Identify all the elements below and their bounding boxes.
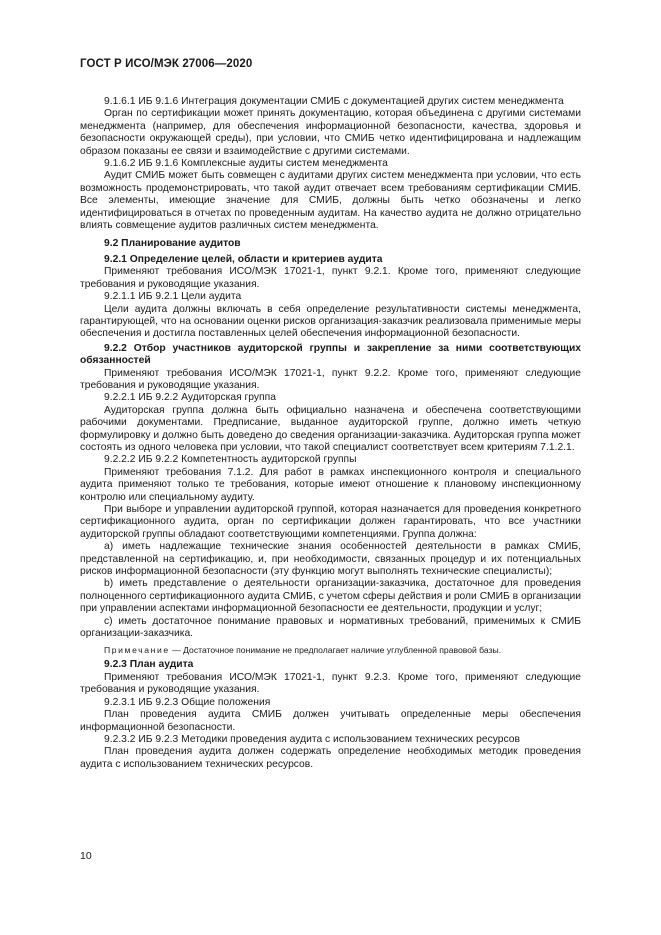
paragraph: При выборе и управлении аудиторской группой, которая назначается для проведения конкретного сертификационного аудита, орган по сертификации должен гарантировать, что все участники аудиторской группы обладают соответствующими компетенциями. Группа должна:	[80, 504, 581, 540]
document-header: ГОСТ Р ИСО/МЭК 27006—2020	[80, 58, 253, 70]
subsection-heading: 9.2.1 Определение целей, области и критериев аудита	[104, 253, 383, 265]
paragraph: Цели аудита должны включать в себя определение результативности системы менеджмента, гарантирующей, что на основании оценки рисков организация-заказчик реализовала применимые меры обеспечения и достигла поставленных целей обеспечения информационной безопасности.	[80, 303, 581, 340]
subsection-heading: 9.2.2 Отбор участников аудиторской группы и закрепление за ними соответствующих обязанностей	[80, 342, 581, 367]
clause-heading: 9.1.6.1 ИБ 9.1.6 Интеграция документации СМИБ с документацией других систем менеджмента	[104, 96, 564, 107]
paragraph: Аудиторская группа должна быть официально назначена и обеспечена соответствующими рабочими документами. Предписание, выданное аудиторской группе, должно иметь четкую формулировку и должно быть доведено до сведения организации-заказчика. Аудиторская группа может состоять из одного человека при условии, что такой специалист соответствует всем критериям 7.1.2.1.	[80, 404, 581, 453]
paragraph: План проведения аудита СМИБ должен учитывать определенные меры обеспечения информационной безопасности.	[80, 709, 581, 733]
paragraph: Применяют требования 7.1.2. Для работ в рамках инспекционного контроля и специального аудита применяют только те требования, которые имеют отношение к плановому инспекционному контролю или специальному аудиту.	[80, 466, 581, 503]
paragraph: Аудит СМИБ может быть совмещен с аудитами других систем менеджмента при условии, что есть возможность продемонстрировать, что такой аудит отвечает всем требованиям сертификации СМИБ. Все элементы, имеющие значение для СМИБ, должны быть четко обозначены и легко идентифицироваться в отчетах по проведенным аудитам. На качество аудита не должно отрицательно влиять совмещение аудитов различных систем менеджмента.	[80, 170, 581, 232]
list-item: b) иметь представление о деятельности организации-заказчика, достаточное для проведения полноценного сертификационного аудита СМИБ, с учетом сферы действия и роли СМИБ в организации при управлении аспектами информационной безопасности ее деятельности, продукции и услуг;	[80, 578, 581, 615]
paragraph: План проведения аудита должен содержать определение необходимых методик проведения аудита с использованием технических ресурсов.	[80, 746, 581, 770]
clause-heading: 9.1.6.2 ИБ 9.1.6 Комплексные аудиты систем менеджмента	[104, 158, 388, 170]
clause-heading: 9.2.2.2 ИБ 9.2.2 Компетентность аудиторской группы	[104, 454, 357, 466]
paragraph: Применяют требования ИСО/МЭК 17021-1, пункт 9.2.3. Кроме того, применяют следующие требования и руководящие указания.	[80, 671, 581, 696]
note-text: — Достаточное понимание не предполагает наличие углубленной правовой базы.	[169, 645, 502, 656]
paragraph: Применяют требования ИСО/МЭК 17021-1, пункт 9.2.1. Кроме того, применяют следующие требования и руководящие указания.	[80, 266, 581, 290]
note	[80, 645, 581, 656]
clause-heading: 9.2.3.1 ИБ 9.2.3 Общие положения	[104, 696, 271, 708]
paragraph: Применяют требования ИСО/МЭК 17021-1, пункт 9.2.2. Кроме того, применяют следующие требования и руководящие указания.	[80, 367, 581, 391]
paragraph: Орган по сертификации может принять документацию, которая объединена с другими системами менеджмента (например, для обеспечения информационной безопасности, качества, здоровья и безопасности окружающей среды), при условии, что СМИБ четко идентифицирована и надлежащим образом показаны ее связи и взаимодействие с другими системами.	[80, 108, 581, 157]
list-item: a) иметь надлежащие технические знания особенностей деятельности в рамках СМИБ, представленной на сертификацию, и, при необходимости, связанных процедур и их потенциальных рисков информационной безопасности (эту функцию могут выполнять технические специалисты);	[80, 541, 581, 578]
clause-heading: 9.2.1.1 ИБ 9.2.1 Цели аудита	[104, 291, 242, 303]
page-number: 10	[80, 850, 92, 862]
clause-heading: 9.2.2.1 ИБ 9.2.2 Аудиторская группа	[104, 392, 276, 404]
subsection-heading: 9.2.3 План аудита	[104, 659, 194, 671]
list-item: c) иметь достаточное понимание правовых и нормативных требований, применимых к СМИБ организации-заказчика.	[80, 615, 581, 640]
document-body	[80, 96, 581, 771]
section-heading: 9.2 Планирование аудитов	[104, 238, 241, 250]
note-label: Примечание	[104, 645, 170, 656]
clause-heading: 9.2.3.2 ИБ 9.2.3 Методики проведения аудита с использованием технических ресурсов	[104, 733, 520, 745]
